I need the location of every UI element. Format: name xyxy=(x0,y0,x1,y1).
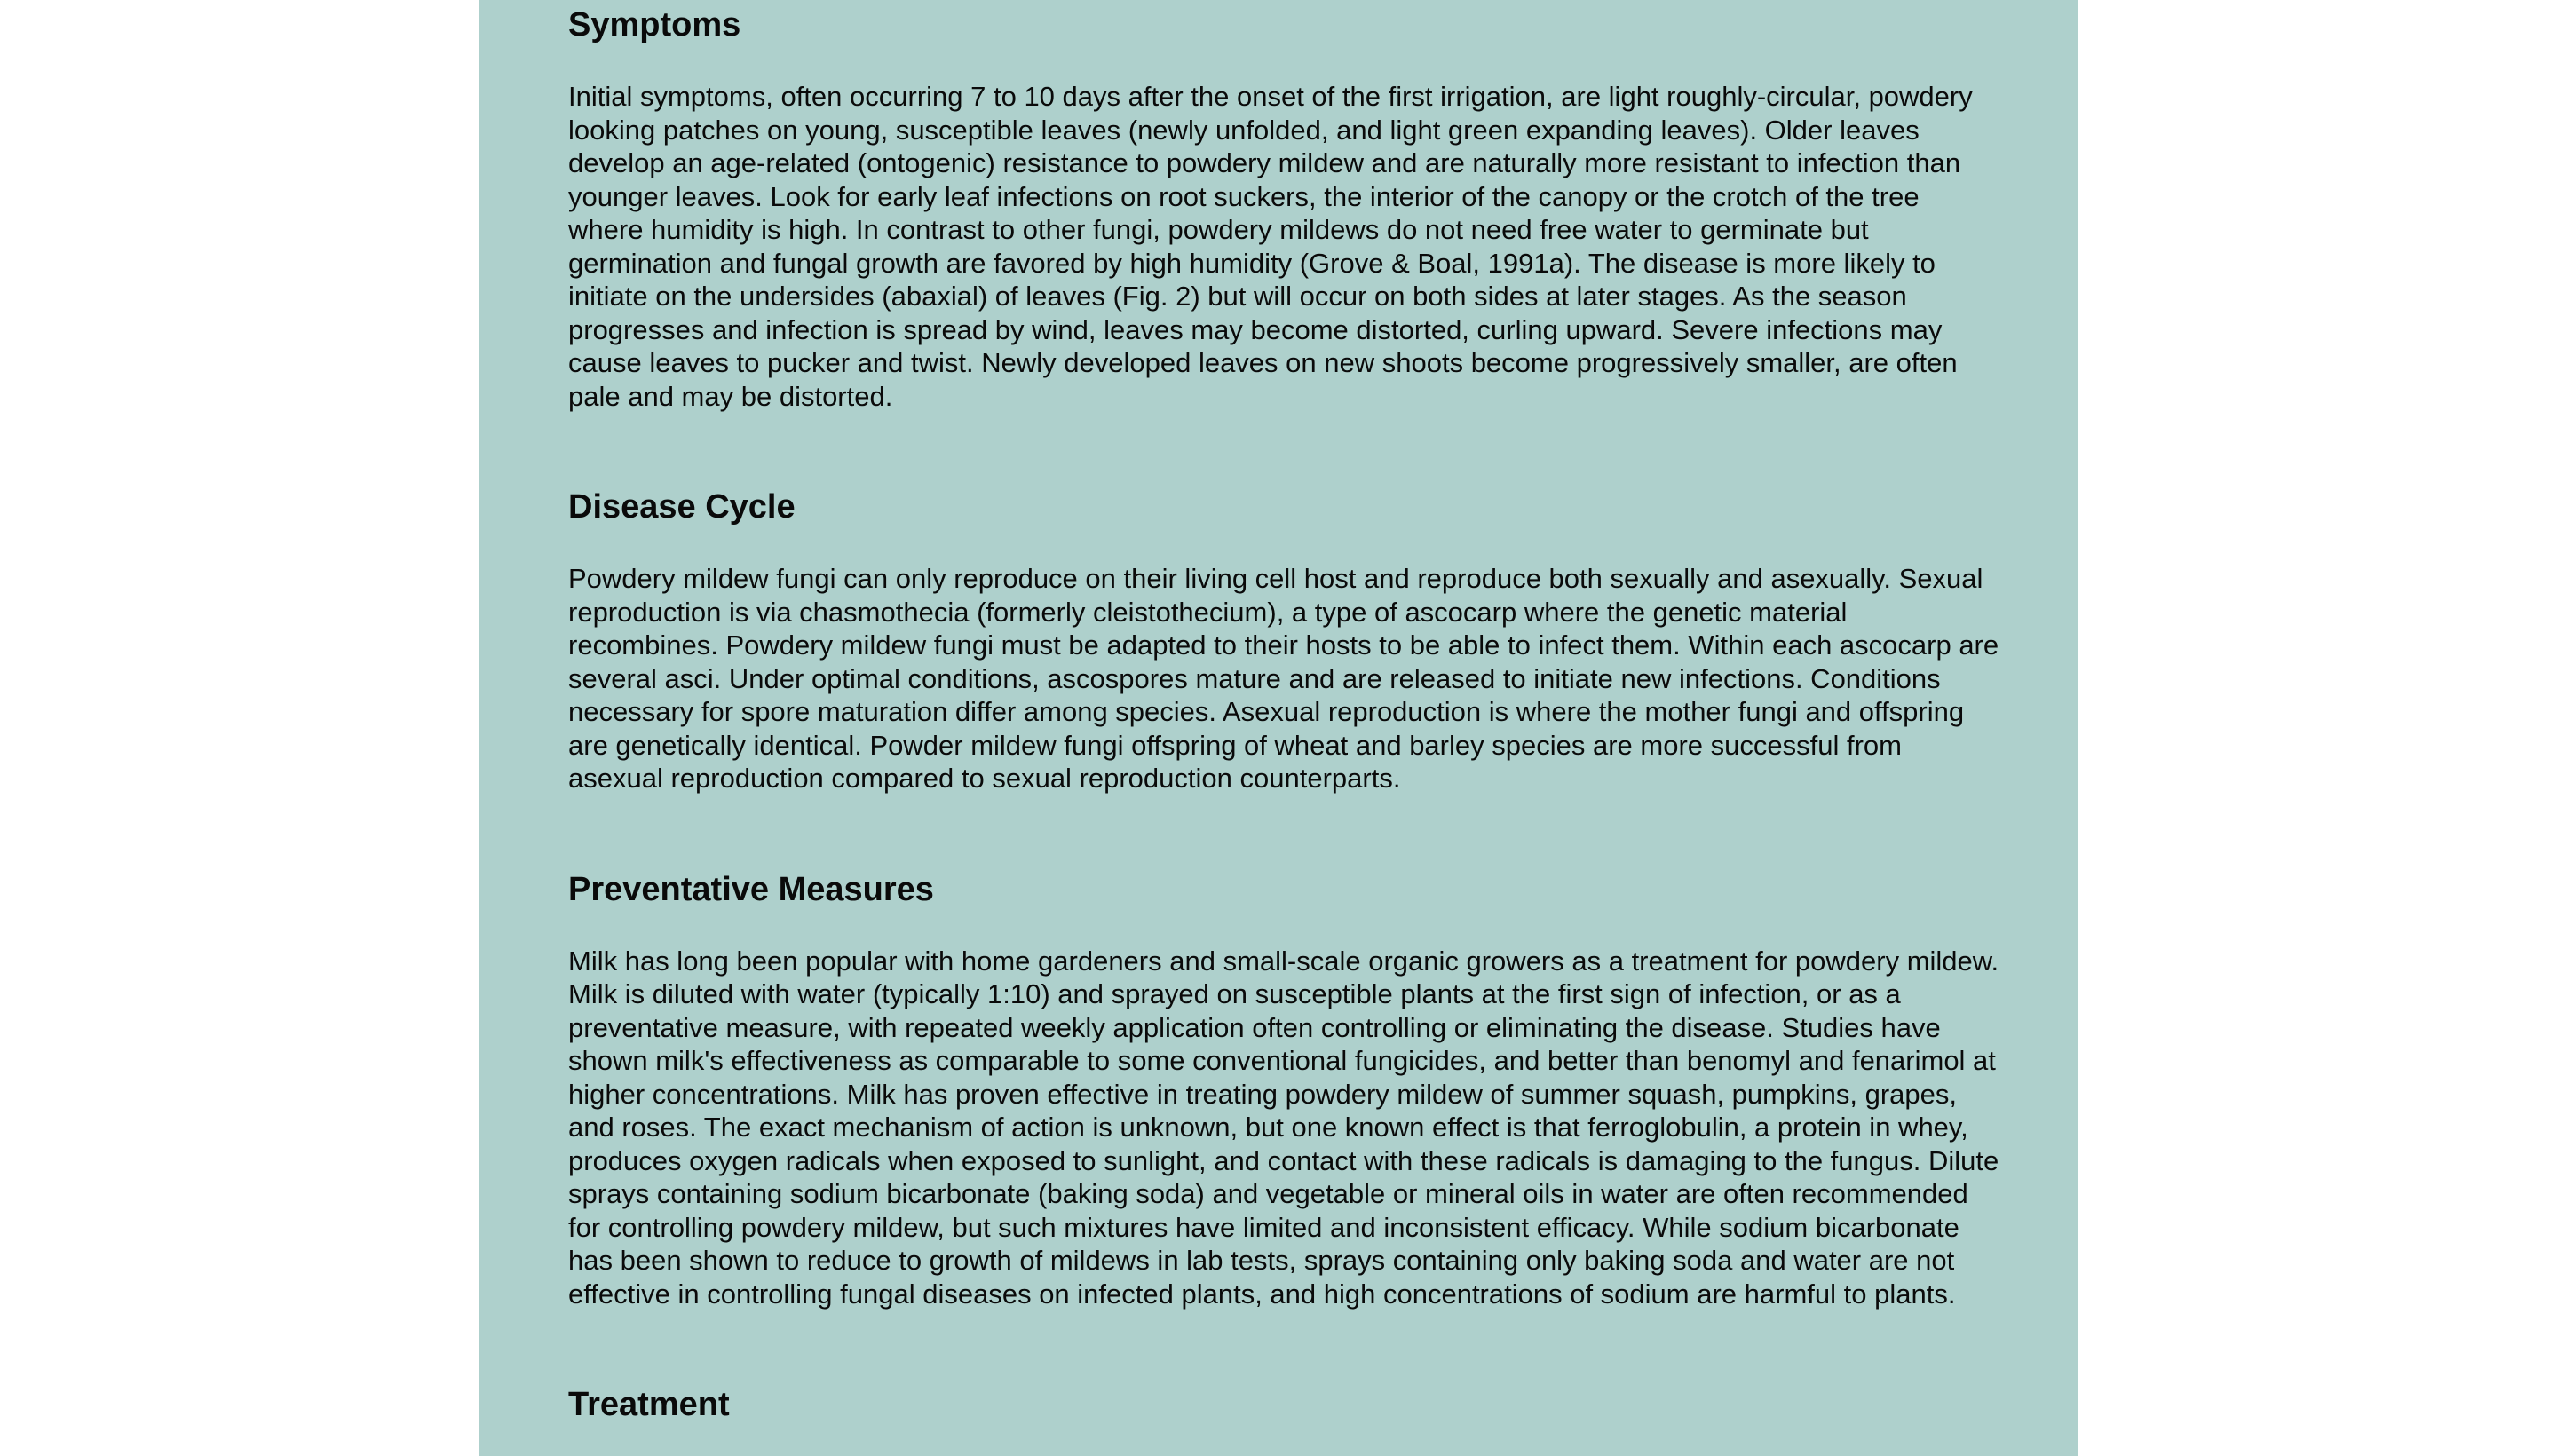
section-treatment xyxy=(568,1385,1999,1424)
section-disease-cycle xyxy=(568,487,1999,795)
section-symptoms xyxy=(568,5,1999,413)
section-preventative-measures xyxy=(568,870,1999,1311)
heading-symptoms: Symptoms xyxy=(568,6,741,44)
heading-disease-cycle: Disease Cycle xyxy=(568,488,796,526)
paragraph-symptoms: Initial symptoms, often occurring 7 to 10 days after the onset of the first irrigation, are light roughly-circular, powdery looking patches on young, susceptible leaves (newly unfolded, and light green expanding leaves). Older leaves develop an age-related (ontogenic) resistance to powdery mildew and are naturally more resistant to infection than younger leaves. Look for early leaf infections on root suckers, the interior of the canopy or the crotch of the tree where humidity is high. In contrast to other fungi, powdery mildews do not need free water to germinate but germination and fungal growth are favored by high humidity (Grove & Boal, 1991a). The disease is more likely to initiate on the undersides (abaxial) of leaves (Fig. 2) but will occur on both sides at later stages. As the season progresses and infection is spread by wind, leaves may become distorted, curling upward. Severe infections may cause leaves to pucker and twist. Newly developed leaves on new shoots become progressively smaller, are often pale and may be distorted. xyxy=(568,81,1973,412)
heading-preventative-measures: Preventative Measures xyxy=(568,870,934,908)
content-column xyxy=(479,0,2078,1456)
paragraph-preventative-measures: Milk has long been popular with home gardeners and small-scale organic growers as a treatment for powdery mildew. Milk is diluted with water (typically 1:10) and sprayed on susceptible plants at the first sign of infection, or as a preventative measure, with repeated weekly application often controlling or eliminating the disease. Studies have shown milk's effectiveness as comparable to some conventional fungicides, and better than benomyl and fenarimol at higher concentrations. Milk has proven effective in treating powdery mildew of summer squash, pumpkins, grapes, and roses. The exact mechanism of action is unknown, but one known effect is that ferroglobulin, a protein in whey, produces oxygen radicals when exposed to sunlight, and contact with these radicals is damaging to the fungus. Dilute sprays containing sodium bicarbonate (baking soda) and vegetable or mineral oils in water are often recommended for controlling powdery mildew, but such mixtures have limited and inconsistent efficacy. While sodium bicarbonate has been shown to reduce to growth of mildews in lab tests, sprays containing only baking soda and water are not effective in controlling fungal diseases on infected plants, and high concentrations of sodium are harmful to plants. xyxy=(568,945,1999,1310)
paragraph-disease-cycle: Powdery mildew fungi can only reproduce on their living cell host and reproduce both sexually and asexually. Sexual reproduction is via chasmothecia (formerly cleistothecium), a type of ascocarp where the genetic material recombines. Powdery mildew fungi must be adapted to their hosts to be able to infect them. Within each ascocarp are several asci. Under optimal conditions, ascospores mature and are released to initiate new infections. Conditions necessary for spore maturation differ among species. Asexual reproduction is where the mother fungi and offspring are genetically identical. Powder mildew fungi offspring of wheat and barley species are more successful from asexual reproduction compared to sexual reproduction counterparts. xyxy=(568,563,1999,794)
heading-treatment: Treatment xyxy=(568,1386,730,1423)
